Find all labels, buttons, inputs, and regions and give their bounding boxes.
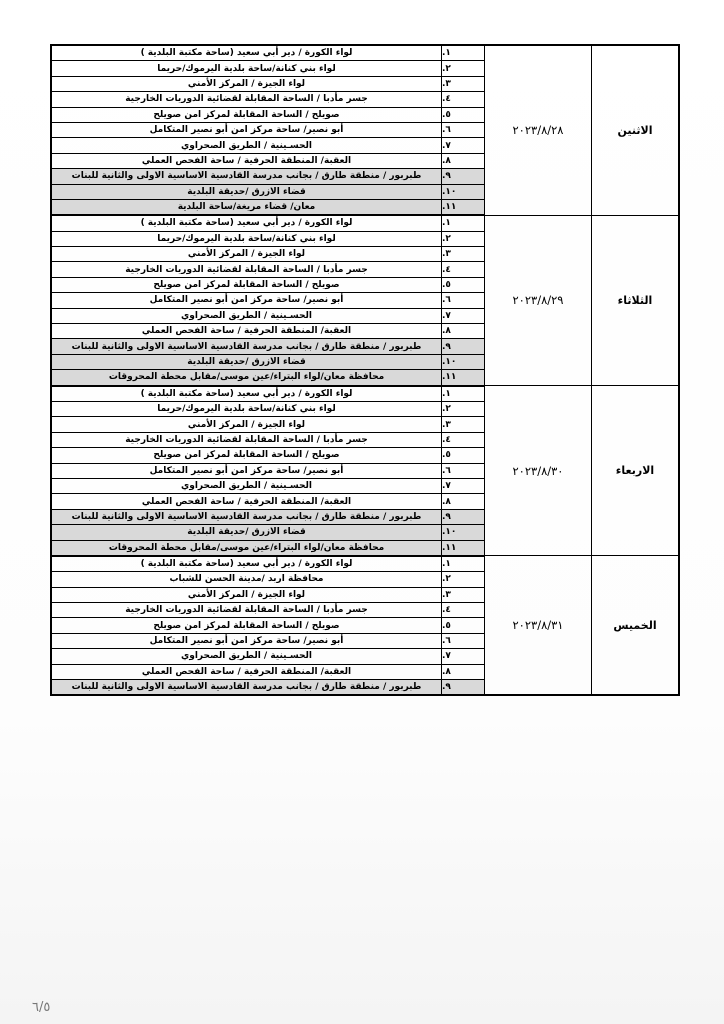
row-number: ٣. — [442, 587, 485, 602]
row-number: ١. — [442, 45, 485, 61]
location-cell: صويلح / الساحة المقابلة لمركز امن صويلح — [51, 618, 442, 633]
location-cell: جسر مأدبا / الساحة المقابلة لقضائية الدوريات الخارجية — [51, 262, 442, 277]
location-cell: طبربور / منطقة طارق / بجانب مدرسة القادسية الاساسية الاولى والثانية للبنات — [51, 509, 442, 524]
row-number: ٥. — [442, 277, 485, 292]
row-number: ١. — [442, 215, 485, 231]
location-cell: لواء بني كنانة/ساحة بلدية اليرموك/حريما — [51, 231, 442, 246]
row-number: ٨. — [442, 324, 485, 339]
location-cell: صويلح / الساحة المقابلة لمركز امن صويلح — [51, 448, 442, 463]
row-number: ٦. — [442, 293, 485, 308]
location-cell: أبو نصير/ ساحة مركز امن أبو نصير المتكامل — [51, 463, 442, 478]
location-cell: صويلح / الساحة المقابلة لمركز امن صويلح — [51, 277, 442, 292]
row-number: ٦. — [442, 122, 485, 137]
location-cell: صويلح / الساحة المقابلة لمركز امن صويلح — [51, 107, 442, 122]
row-number: ٢. — [442, 401, 485, 416]
location-cell: معان/ قضاء مريغة/ساحة البلدية — [51, 199, 442, 215]
row-number: ٨. — [442, 153, 485, 168]
row-number: ٢. — [442, 231, 485, 246]
location-cell: محافظة اربد /مدينة الحسن للشباب — [51, 572, 442, 587]
location-cell: لواء الكورة / دير أبي سعيد (ساحة مكتبة البلدية ) — [51, 386, 442, 402]
location-cell: العقبة/ المنطقة الحرفية / ساحة الفحص العملي — [51, 324, 442, 339]
day-name: الاربعاء — [592, 386, 680, 556]
location-cell: جسر مأدبا / الساحة المقابلة لقضائية الدوريات الخارجية — [51, 92, 442, 107]
location-cell: قضاء الازرق /حديقة البلدية — [51, 525, 442, 540]
location-cell: قضاء الازرق /حديقة البلدية — [51, 354, 442, 369]
day-date: ٢٠٢٣/٨/٣٠ — [485, 386, 592, 556]
schedule-table — [50, 44, 680, 696]
location-cell: لواء الجيزة / المركز الأمني — [51, 247, 442, 262]
row-number: ١. — [442, 556, 485, 572]
location-cell: قضاء الازرق /حديقة البلدية — [51, 184, 442, 199]
table-row — [51, 45, 679, 61]
location-cell: الحسـينية / الطريق الصحراوي — [51, 478, 442, 493]
location-cell: أبو نصير/ ساحة مركز امن أبو نصير المتكامل — [51, 293, 442, 308]
location-cell: محافظة معان/لواء البتراء/عين موسى/مقابل محطة المحروقات — [51, 540, 442, 556]
row-number: ٥. — [442, 107, 485, 122]
row-number: ٦. — [442, 633, 485, 648]
row-number: ٩. — [442, 339, 485, 354]
day-date: ٢٠٢٣/٨/٢٩ — [485, 215, 592, 385]
row-number: ٤. — [442, 432, 485, 447]
row-number: ٢. — [442, 572, 485, 587]
location-cell: العقبة/ المنطقة الحرفية / ساحة الفحص العملي — [51, 153, 442, 168]
row-number: ١١. — [442, 540, 485, 556]
location-cell: طبربور / منطقة طارق / بجانب مدرسة القادسية الاساسية الاولى والثانية للبنات — [51, 339, 442, 354]
row-number: ٧. — [442, 138, 485, 153]
row-number: ٤. — [442, 603, 485, 618]
row-number: ٨. — [442, 664, 485, 679]
schedule-body — [51, 45, 679, 695]
table-row — [51, 556, 679, 572]
row-number: ١٠. — [442, 525, 485, 540]
location-cell: لواء بني كنانة/ساحة بلدية اليرموك/حريما — [51, 401, 442, 416]
row-number: ٤. — [442, 92, 485, 107]
location-cell: جسر مأدبا / الساحة المقابلة لقضائية الدوريات الخارجية — [51, 432, 442, 447]
row-number: ٣. — [442, 417, 485, 432]
location-cell: لواء الجيزة / المركز الأمني — [51, 587, 442, 602]
location-cell: لواء الجيزة / المركز الأمني — [51, 76, 442, 91]
location-cell: لواء الكورة / دير أبي سعيد (ساحة مكتبة البلدية ) — [51, 45, 442, 61]
location-cell: العقبة/ المنطقة الحرفية / ساحة الفحص العملي — [51, 494, 442, 509]
location-cell: جسر مأدبا / الساحة المقابلة لقضائية الدوريات الخارجية — [51, 603, 442, 618]
row-number: ٥. — [442, 618, 485, 633]
row-number: ١١. — [442, 370, 485, 386]
row-number: ٤. — [442, 262, 485, 277]
row-number: ١. — [442, 386, 485, 402]
table-row — [51, 386, 679, 402]
row-number: ٩. — [442, 169, 485, 184]
location-cell: طبربور / منطقة طارق / بجانب مدرسة القادسية الاساسية الاولى والثانية للبنات — [51, 169, 442, 184]
row-number: ٣. — [442, 76, 485, 91]
page-number: ٦/٥ — [32, 1000, 51, 1015]
location-cell: لواء الكورة / دير أبي سعيد (ساحة مكتبة البلدية ) — [51, 556, 442, 572]
location-cell: أبو نصير/ ساحة مركز امن أبو نصير المتكامل — [51, 122, 442, 137]
row-number: ٥. — [442, 448, 485, 463]
row-number: ١٠. — [442, 354, 485, 369]
location-cell: الحسـينية / الطريق الصحراوي — [51, 649, 442, 664]
row-number: ٨. — [442, 494, 485, 509]
location-cell: الحسـينية / الطريق الصحراوي — [51, 308, 442, 323]
day-date: ٢٠٢٣/٨/٢٨ — [485, 45, 592, 215]
row-number: ٧. — [442, 649, 485, 664]
row-number: ١١. — [442, 199, 485, 215]
row-number: ٩. — [442, 509, 485, 524]
day-name: الاثنين — [592, 45, 680, 215]
location-cell: لواء بني كنانة/ساحة بلدية اليرموك/حريما — [51, 61, 442, 76]
location-cell: لواء الكورة / دير أبي سعيد (ساحة مكتبة البلدية ) — [51, 215, 442, 231]
location-cell: أبو نصير/ ساحة مركز امن أبو نصير المتكامل — [51, 633, 442, 648]
row-number: ٧. — [442, 478, 485, 493]
day-date: ٢٠٢٣/٨/٣١ — [485, 556, 592, 696]
row-number: ٩. — [442, 680, 485, 696]
row-number: ١٠. — [442, 184, 485, 199]
row-number: ٦. — [442, 463, 485, 478]
location-cell: العقبة/ المنطقة الحرفية / ساحة الفحص العملي — [51, 664, 442, 679]
day-name: الثلاثاء — [592, 215, 680, 385]
location-cell: الحسـينية / الطريق الصحراوي — [51, 138, 442, 153]
location-cell: طبربور / منطقة طارق / بجانب مدرسة القادسية الاساسية الاولى والثانية للبنات — [51, 680, 442, 696]
row-number: ٣. — [442, 247, 485, 262]
day-name: الخميس — [592, 556, 680, 696]
location-cell: محافظة معان/لواء البتراء/عين موسى/مقابل محطة المحروقات — [51, 370, 442, 386]
location-cell: لواء الجيزة / المركز الأمني — [51, 417, 442, 432]
row-number: ٧. — [442, 308, 485, 323]
row-number: ٢. — [442, 61, 485, 76]
table-row — [51, 215, 679, 231]
